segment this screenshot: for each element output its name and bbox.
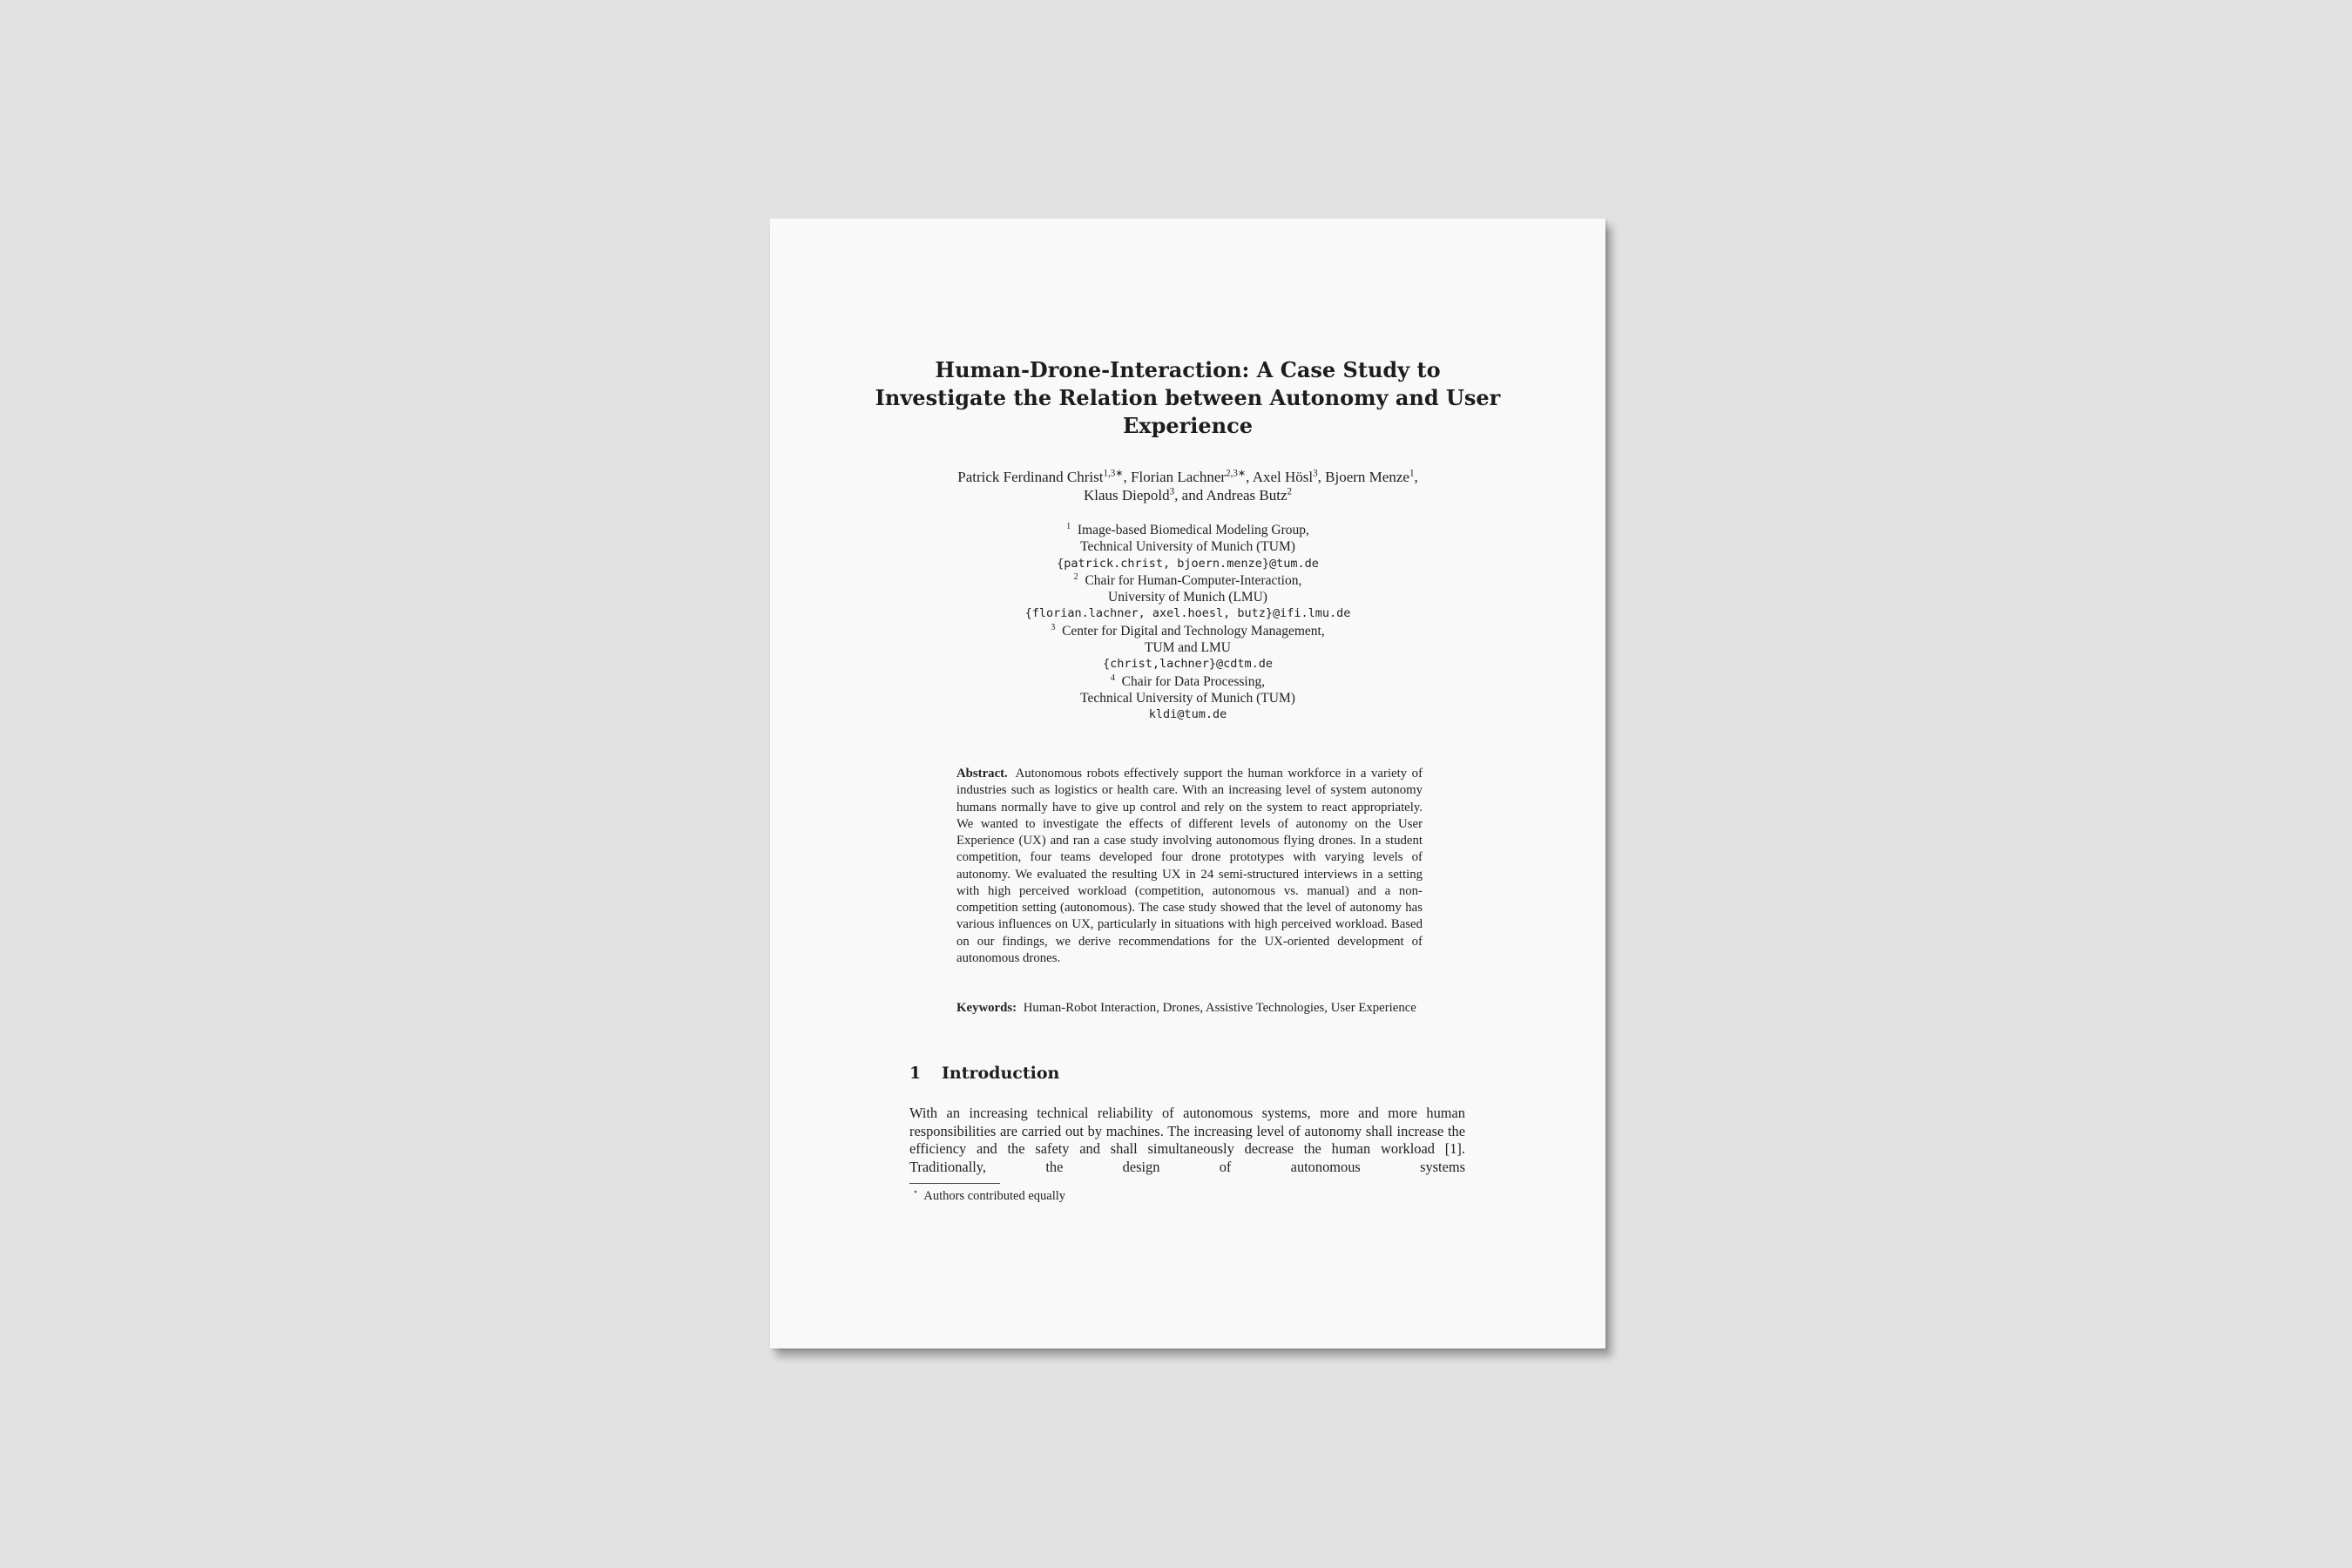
affiliation-number: 4 bbox=[1110, 672, 1115, 683]
abstract-text: Autonomous robots effectively support the human workforce in a variety of industries such as logistics or health care. With an increasing level of system autonomy humans normally have to give up control and rely on the system to react appropriately. We wanted to investigate the effects of different levels of autonomy on the User Experience (UX) and ran a case study involving autonomous flying drones. In a student competition, four teams developed four drone prototypes with varying levels of autonomy. We evaluated the resulting UX in 24 semi-structured interviews in a setting with high perceived workload (competition, autonomous vs. manual) and a non-competition setting (autonomous). The case study showed that the level of autonomy has various influences on UX, particularly in situations with high perceived workload. Based on our findings, we derive recommendations for the UX-oriented development of autonomous drones. bbox=[956, 767, 1423, 965]
keywords bbox=[956, 1000, 1423, 1017]
author-affiliation-marker: 1 bbox=[1409, 468, 1415, 479]
paper-title: Human-Drone-Interaction: A Case Study to Investigate the Relation between Autonomy and User Experience bbox=[875, 357, 1501, 438]
author-separator: , and bbox=[1174, 487, 1206, 504]
author-separator: , bbox=[1123, 469, 1132, 485]
affiliation-line: Technical University of Munich (TUM) bbox=[1080, 539, 1295, 555]
author: Patrick Ferdinand Christ bbox=[957, 469, 1104, 485]
affiliation-line bbox=[857, 673, 1518, 690]
author-separator: , bbox=[1317, 469, 1326, 485]
author: Klaus Diepold bbox=[1083, 487, 1170, 504]
author-affiliation-marker: 3 bbox=[1169, 486, 1175, 497]
affiliation-line bbox=[857, 572, 1518, 589]
affiliation-line bbox=[857, 623, 1518, 639]
paper-page bbox=[770, 219, 1605, 1348]
affiliation-number: 3 bbox=[1051, 622, 1056, 632]
keywords-text: Human-Robot Interaction, Drones, Assistive Technologies, User Experience bbox=[1023, 1001, 1416, 1015]
abstract bbox=[956, 766, 1423, 967]
affiliation-number: 2 bbox=[1073, 571, 1078, 582]
affiliation-name: Chair for Human-Computer-Interaction, bbox=[1085, 572, 1302, 588]
author: Bjoern Menze bbox=[1325, 469, 1409, 485]
footnote-mark: ⋆ bbox=[913, 1188, 918, 1198]
author-line-1 bbox=[857, 468, 1518, 486]
affiliation-name: Chair for Data Processing, bbox=[1121, 673, 1266, 689]
author-list bbox=[857, 468, 1518, 504]
author-affiliation-marker: 1,3∗ bbox=[1103, 468, 1124, 479]
affiliation-email: {patrick.christ, bjoern.menze}@tum.de bbox=[1057, 556, 1319, 571]
section-heading bbox=[909, 1064, 1059, 1083]
affiliation-email: {florian.lachner, axel.hoesl, butz}@ifi.lmu.de bbox=[1024, 606, 1351, 621]
abstract-label: Abstract. bbox=[956, 767, 1008, 781]
author-line-2 bbox=[857, 486, 1518, 504]
intro-paragraph: With an increasing technical reliability of autonomous systems, more and more human responsibilities are carried out by machines. The increasing level of autonomy shall increase the efficiency and the safety and shall simultaneously decrease the human workload [1]. Traditionally, the design of autonomous systems bbox=[909, 1105, 1465, 1175]
section-number: 1 bbox=[909, 1064, 922, 1083]
footnote-rule bbox=[909, 1183, 1000, 1184]
affiliation-name: Center for Digital and Technology Management, bbox=[1062, 623, 1325, 639]
author: Andreas Butz bbox=[1206, 487, 1288, 504]
author-affiliation-marker: 2,3∗ bbox=[1226, 468, 1247, 479]
affiliation-line: TUM and LMU bbox=[1144, 640, 1232, 656]
keywords-label: Keywords: bbox=[956, 1001, 1017, 1015]
affiliation-line bbox=[857, 522, 1518, 538]
author-separator: , bbox=[1414, 469, 1418, 485]
affiliation-number: 1 bbox=[1066, 521, 1071, 531]
affiliation-email: kldi@tum.de bbox=[1148, 707, 1227, 722]
author: Florian Lachner bbox=[1131, 469, 1227, 485]
affiliation-line: University of Munich (LMU) bbox=[1108, 590, 1267, 605]
affiliation-name: Image-based Biomedical Modeling Group, bbox=[1077, 523, 1309, 537]
author: Axel Hösl bbox=[1252, 469, 1314, 485]
section-title: Introduction bbox=[942, 1064, 1060, 1083]
author-affiliation-marker: 3 bbox=[1313, 468, 1318, 479]
affiliation-email: {christ,lachner}@cdtm.de bbox=[1102, 657, 1274, 672]
affiliation-line: Technical University of Munich (TUM) bbox=[1080, 690, 1295, 706]
affiliation-list bbox=[857, 522, 1518, 724]
footnote bbox=[913, 1189, 1065, 1204]
footnote-text: Authors contributed equally bbox=[923, 1189, 1066, 1203]
author-separator: , bbox=[1246, 469, 1253, 485]
author-affiliation-marker: 2 bbox=[1287, 486, 1293, 497]
